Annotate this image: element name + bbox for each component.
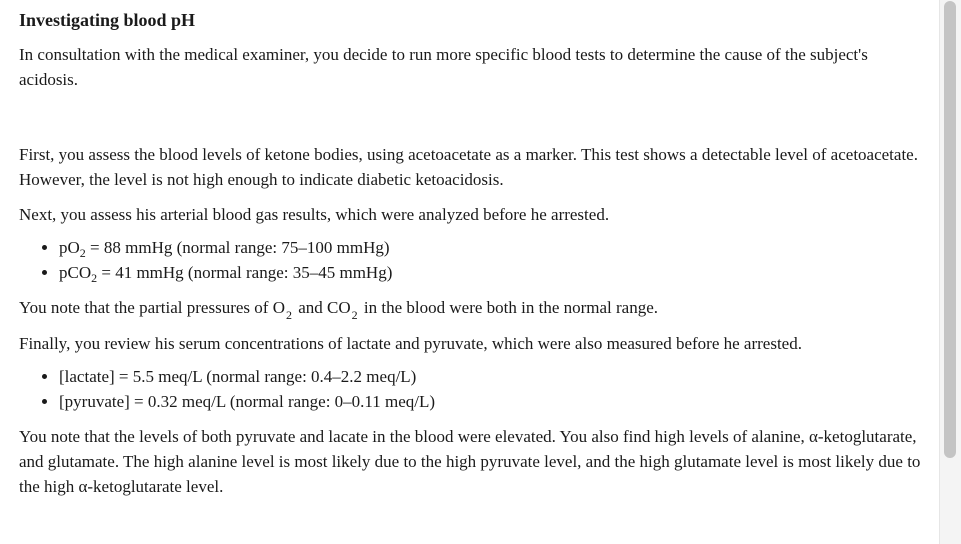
serum-intro: Finally, you review his serum concentrations of lactate and pyruvate, which were also measured before he arrested. (19, 334, 802, 353)
blood-gas-list (19, 235, 924, 285)
list-item: • [pyruvate] = 0.32 meq/L (normal range: 0–0.11 meq/L) (59, 389, 924, 414)
subscript: 2 (79, 246, 86, 260)
subscript: 2 (285, 308, 292, 322)
gas-label: pCO (59, 263, 92, 282)
note-text: and CO (293, 298, 351, 317)
note-text: in the blood were both in the normal range. (359, 298, 659, 317)
note-text: You note that the partial pressures of O (19, 298, 285, 317)
list-item (59, 235, 924, 260)
pressure-note (19, 295, 924, 320)
blood-gas-intro: Next, you assess his arterial blood gas results, which were analyzed before he arrested. (19, 205, 610, 224)
list-item (59, 260, 924, 285)
subscript: 2 (351, 308, 358, 322)
serum-list (19, 364, 924, 414)
gas-value: = 41 mmHg (normal range: 35–45 mmHg) (97, 263, 393, 282)
gas-label: pO (59, 238, 80, 257)
scrollbar-thumb[interactable] (944, 1, 956, 458)
page-title: Investigating blood pH (19, 10, 196, 30)
gas-value: = 88 mmHg (normal range: 75–100 mmHg) (85, 238, 390, 257)
article-content (19, 0, 924, 499)
vertical-scrollbar[interactable] (939, 0, 961, 544)
ketone-paragraph: First, you assess the blood levels of ketone bodies, using acetoacetate as a marker. This test shows a detectable level of acetoacetate. However, the level is not high enough to indicate diabetic ketoacidosis. (19, 145, 918, 189)
subscript: 2 (91, 271, 98, 285)
list-item: • [lactate] = 5.5 meq/L (normal range: 0.4–2.2 meq/L) (59, 364, 924, 389)
spacer (19, 92, 924, 142)
intro-paragraph: In consultation with the medical examiner, you decide to run more specific blood tests to determine the cause of the subject's acidosis. (19, 45, 868, 89)
final-paragraph: You note that the levels of both pyruvate and lacate in the blood were elevated. You also find high levels of alanine, α-ketoglutarate, and glutamate. The high alanine level is most likely due to the high pyruvate level, and the high glutamate level is most likely due to the high α-ketoglutarate level. (19, 427, 921, 496)
